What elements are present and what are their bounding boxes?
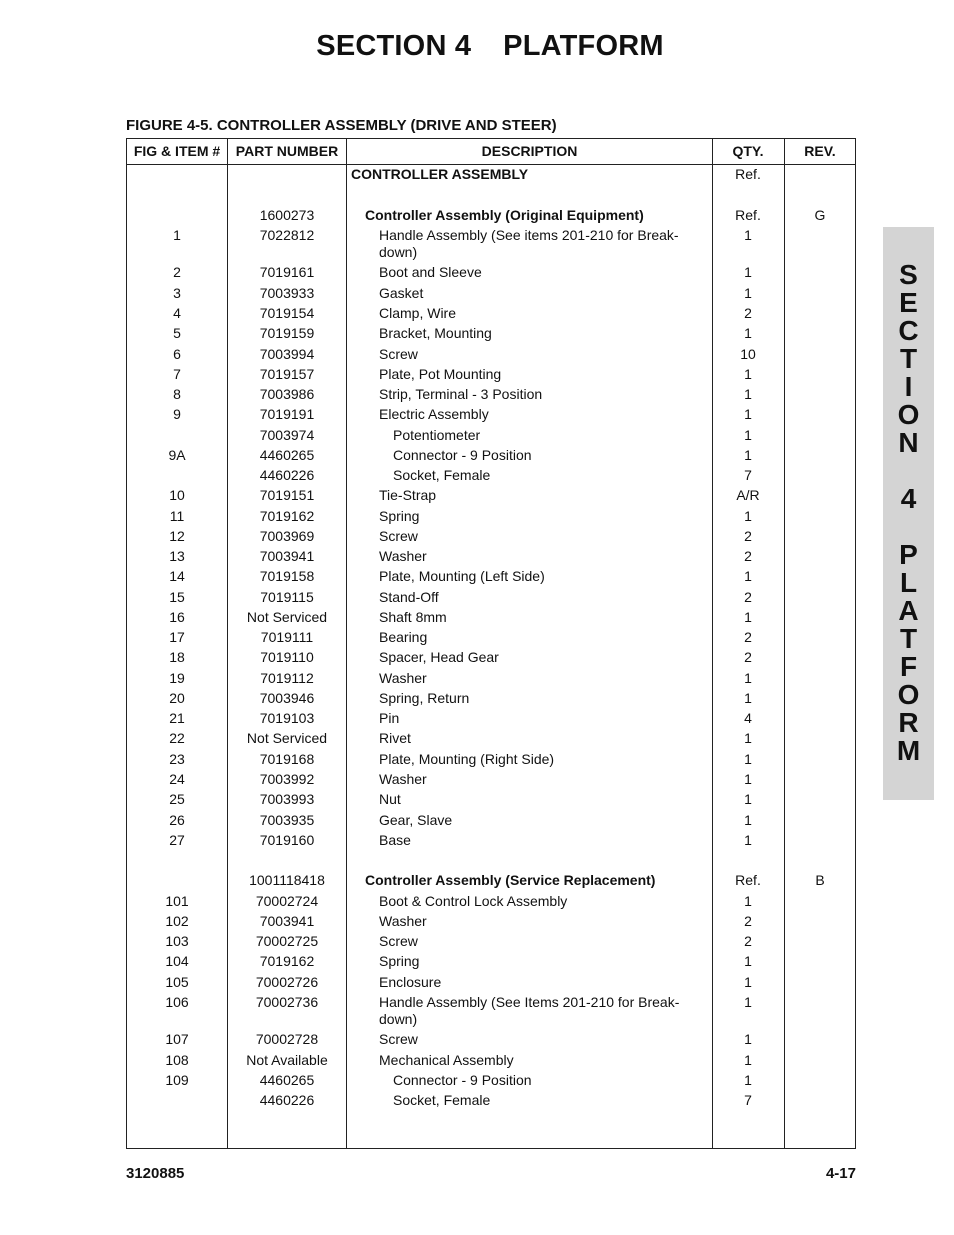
- fig-item-cell: 102: [165, 913, 189, 929]
- description-cell: Stand-Off: [379, 589, 439, 605]
- part-number-cell: 7019191: [259, 406, 315, 422]
- part-number-cell: 7019162: [259, 508, 315, 524]
- column-divider: [346, 139, 347, 1148]
- fig-item-cell: 15: [169, 589, 185, 605]
- part-number-cell: 7019162: [259, 953, 315, 969]
- header-description: DESCRIPTION: [481, 143, 578, 159]
- part-number-cell: 7003941: [259, 548, 315, 564]
- part-number-cell: 70002726: [255, 974, 319, 990]
- section-tab-label: S E C T I O N 4 P L A T F O R M: [896, 259, 921, 766]
- qty-cell: 1: [744, 751, 752, 767]
- qty-cell: 1: [744, 812, 752, 828]
- fig-item-cell: 106: [165, 994, 189, 1010]
- part-number-cell: 4460226: [259, 1092, 315, 1108]
- qty-cell: 1: [744, 427, 752, 443]
- part-number-cell: 70002736: [255, 994, 319, 1010]
- fig-item-cell: 107: [165, 1031, 189, 1047]
- fig-item-cell: 27: [169, 832, 185, 848]
- description-cell: Connector - 9 Position: [393, 1072, 532, 1088]
- description-cell: Enclosure: [379, 974, 442, 990]
- description-cell: Boot & Control Lock Assembly: [379, 893, 568, 909]
- fig-item-cell: 108: [165, 1052, 189, 1068]
- description-cell: Bearing: [379, 629, 428, 645]
- description-cell: Washer: [379, 771, 427, 787]
- part-number-cell: Not Available: [246, 1052, 328, 1068]
- qty-cell: 1: [744, 386, 752, 402]
- part-number-cell: 7019157: [259, 366, 315, 382]
- page-number: 4-17: [825, 1165, 856, 1182]
- part-number-cell: 7019158: [259, 568, 315, 584]
- qty-cell: 1: [744, 690, 752, 706]
- fig-item-cell: 9A: [168, 447, 186, 463]
- description-cell: Gasket: [379, 285, 424, 301]
- description-cell: Washer: [379, 670, 427, 686]
- rev-cell: G: [814, 207, 826, 223]
- part-number-cell: 70002728: [255, 1031, 319, 1047]
- part-number-cell: 7003992: [259, 771, 315, 787]
- qty-cell: 2: [744, 548, 752, 564]
- qty-cell: 1: [744, 730, 752, 746]
- part-number-cell: 7019103: [259, 710, 315, 726]
- qty-cell: A/R: [736, 487, 760, 503]
- description-cell: Spring: [379, 508, 420, 524]
- description-cell: Tie-Strap: [379, 487, 437, 503]
- qty-cell: 1: [744, 771, 752, 787]
- qty-cell: 1: [744, 508, 752, 524]
- fig-item-cell: 5: [173, 325, 181, 341]
- fig-item-cell: 24: [169, 771, 185, 787]
- description-cell: Screw: [379, 346, 418, 362]
- fig-item-cell: 20: [169, 690, 185, 706]
- description-cell: Handle Assembly (See Items 201-210 for Break-: [379, 994, 680, 1010]
- fig-item-cell: 17: [169, 629, 185, 645]
- rev-cell: B: [815, 872, 825, 888]
- description-cell-continued: down): [379, 1011, 418, 1027]
- fig-item-cell: 6: [173, 346, 181, 362]
- description-cell: Clamp, Wire: [379, 305, 457, 321]
- fig-item-cell: 105: [165, 974, 189, 990]
- part-number-cell: 7003994: [259, 346, 315, 362]
- qty-cell: 1: [744, 670, 752, 686]
- description-cell: Potentiometer: [393, 427, 481, 443]
- qty-cell: 2: [744, 305, 752, 321]
- fig-item-cell: 23: [169, 751, 185, 767]
- header-part-number: PART NUMBER: [235, 143, 339, 159]
- qty-cell: 1: [744, 406, 752, 422]
- part-number-cell: 7019154: [259, 305, 315, 321]
- qty-cell: 1: [744, 1052, 752, 1068]
- qty-cell: 1: [744, 285, 752, 301]
- fig-item-cell: 9: [173, 406, 181, 422]
- qty-cell: 1: [744, 609, 752, 625]
- qty-cell: 1: [744, 953, 752, 969]
- qty-cell: 1: [744, 366, 752, 382]
- fig-item-cell: 8: [173, 386, 181, 402]
- description-cell: Base: [379, 832, 411, 848]
- description-cell: Shaft 8mm: [379, 609, 447, 625]
- part-number-cell: 7003993: [259, 791, 315, 807]
- part-number-cell: 70002725: [255, 933, 319, 949]
- header-divider: [127, 164, 855, 165]
- section-number: SECTION 4: [316, 30, 472, 62]
- qty-cell: 1: [744, 994, 752, 1010]
- description-cell: Nut: [379, 791, 401, 807]
- description-cell: Boot and Sleeve: [379, 264, 482, 280]
- description-cell: Spring: [379, 953, 420, 969]
- qty-cell: 1: [744, 447, 752, 463]
- part-number-cell: 7003974: [259, 427, 315, 443]
- description-cell: Socket, Female: [393, 467, 491, 483]
- figure-title: FIGURE 4-5. CONTROLLER ASSEMBLY (DRIVE AND STEER): [126, 117, 557, 134]
- qty-cell: 2: [744, 933, 752, 949]
- part-number-cell: 4460265: [259, 447, 315, 463]
- column-divider: [784, 139, 785, 1148]
- fig-item-cell: 22: [169, 730, 185, 746]
- fig-item-cell: 16: [169, 609, 185, 625]
- qty-cell: 7: [744, 1092, 752, 1108]
- part-number-cell: 1001118418: [249, 872, 325, 888]
- qty-cell: 1: [744, 325, 752, 341]
- description-cell: Mechanical Assembly: [379, 1052, 514, 1068]
- description-cell: Strip, Terminal - 3 Position: [379, 386, 543, 402]
- qty-cell: Ref.: [735, 872, 761, 888]
- qty-cell: 1: [744, 791, 752, 807]
- description-cell: Pin: [379, 710, 400, 726]
- fig-item-cell: 1: [173, 227, 181, 243]
- part-number-cell: 7003933: [259, 285, 315, 301]
- description-cell: Spacer, Head Gear: [379, 649, 499, 665]
- qty-cell: 2: [744, 913, 752, 929]
- fig-item-cell: 26: [169, 812, 185, 828]
- parts-table: [126, 138, 856, 1149]
- description-cell: Screw: [379, 528, 418, 544]
- description-cell: Bracket, Mounting: [379, 325, 492, 341]
- qty-cell: 4: [744, 710, 752, 726]
- part-number-cell: 7003946: [259, 690, 315, 706]
- description-cell: Screw: [379, 933, 418, 949]
- description-cell: Rivet: [379, 730, 411, 746]
- qty-cell: 2: [744, 528, 752, 544]
- part-number-cell: 70002724: [255, 893, 319, 909]
- fig-item-cell: 14: [169, 568, 185, 584]
- description-cell: Screw: [379, 1031, 418, 1047]
- description-cell: Plate, Pot Mounting: [379, 366, 502, 382]
- description-cell: Connector - 9 Position: [393, 447, 532, 463]
- part-number-cell: 7019112: [260, 670, 314, 686]
- fig-item-cell: 103: [165, 933, 189, 949]
- description-cell: Controller Assembly (Original Equipment): [365, 207, 644, 223]
- qty-cell: 2: [744, 629, 752, 645]
- qty-cell: 1: [744, 974, 752, 990]
- qty-cell: 1: [744, 227, 752, 243]
- part-number-cell: 7019111: [260, 629, 314, 645]
- qty-cell: Ref.: [735, 207, 761, 223]
- fig-item-cell: 3: [173, 285, 181, 301]
- description-cell: Spring, Return: [379, 690, 470, 706]
- fig-item-cell: 21: [169, 710, 185, 726]
- qty-cell: 2: [744, 649, 752, 665]
- qty-cell: 1: [744, 1031, 752, 1047]
- part-number-cell: 7019115: [260, 589, 314, 605]
- part-number-cell: 7019151: [259, 487, 315, 503]
- part-number-cell: 7019168: [259, 751, 315, 767]
- description-cell: Plate, Mounting (Left Side): [379, 568, 545, 584]
- part-number-cell: 7019159: [259, 325, 315, 341]
- fig-item-cell: 25: [169, 791, 185, 807]
- page-title: [0, 30, 954, 63]
- fig-item-cell: 11: [169, 508, 185, 524]
- fig-item-cell: 13: [169, 548, 185, 564]
- fig-item-cell: 4: [173, 305, 181, 321]
- part-number-cell: 4460226: [259, 467, 315, 483]
- part-number-cell: 7019110: [260, 649, 314, 665]
- document-number: 3120885: [126, 1165, 185, 1182]
- fig-item-cell: 12: [169, 528, 185, 544]
- part-number-cell: 7003986: [259, 386, 315, 402]
- qty-cell: Ref.: [735, 166, 761, 182]
- part-number-cell: 4460265: [259, 1072, 315, 1088]
- header-qty: QTY.: [732, 143, 764, 159]
- description-cell: Washer: [379, 913, 427, 929]
- description-cell-continued: down): [379, 244, 418, 260]
- fig-item-cell: 7: [173, 366, 181, 382]
- description-cell: Gear, Slave: [379, 812, 453, 828]
- description-cell: Plate, Mounting (Right Side): [379, 751, 555, 767]
- description-cell: Controller Assembly (Service Replacement): [365, 872, 656, 888]
- part-number-cell: 7022812: [259, 227, 315, 243]
- part-number-cell: 7019160: [259, 832, 315, 848]
- qty-cell: 1: [744, 893, 752, 909]
- description-cell: Handle Assembly (See items 201-210 for Break-: [379, 227, 679, 243]
- part-number-cell: 7003969: [259, 528, 315, 544]
- section-tab: [883, 227, 934, 800]
- qty-cell: 10: [740, 346, 756, 362]
- fig-item-cell: 18: [169, 649, 185, 665]
- fig-item-cell: 10: [169, 487, 185, 503]
- part-number-cell: 1600273: [259, 207, 315, 223]
- part-number-cell: 7003935: [259, 812, 315, 828]
- fig-item-cell: 109: [165, 1072, 189, 1088]
- qty-cell: 1: [744, 832, 752, 848]
- qty-cell: 1: [744, 1072, 752, 1088]
- fig-item-cell: 19: [169, 670, 185, 686]
- header-fig-item: FIG & ITEM #: [133, 143, 221, 159]
- part-number-cell: Not Serviced: [246, 609, 328, 625]
- fig-item-cell: 2: [173, 264, 181, 280]
- description-cell: Electric Assembly: [379, 406, 489, 422]
- fig-item-cell: 101: [165, 893, 189, 909]
- description-cell: CONTROLLER ASSEMBLY: [351, 166, 529, 182]
- part-number-cell: 7019161: [259, 264, 315, 280]
- description-cell: Socket, Female: [393, 1092, 491, 1108]
- part-number-cell: Not Serviced: [246, 730, 328, 746]
- qty-cell: 1: [744, 568, 752, 584]
- qty-cell: 7: [744, 467, 752, 483]
- section-name: PLATFORM: [503, 30, 664, 62]
- header-rev: REV.: [804, 143, 836, 159]
- qty-cell: 1: [744, 264, 752, 280]
- qty-cell: 2: [744, 589, 752, 605]
- part-number-cell: 7003941: [259, 913, 315, 929]
- description-cell: Washer: [379, 548, 427, 564]
- fig-item-cell: 104: [165, 953, 189, 969]
